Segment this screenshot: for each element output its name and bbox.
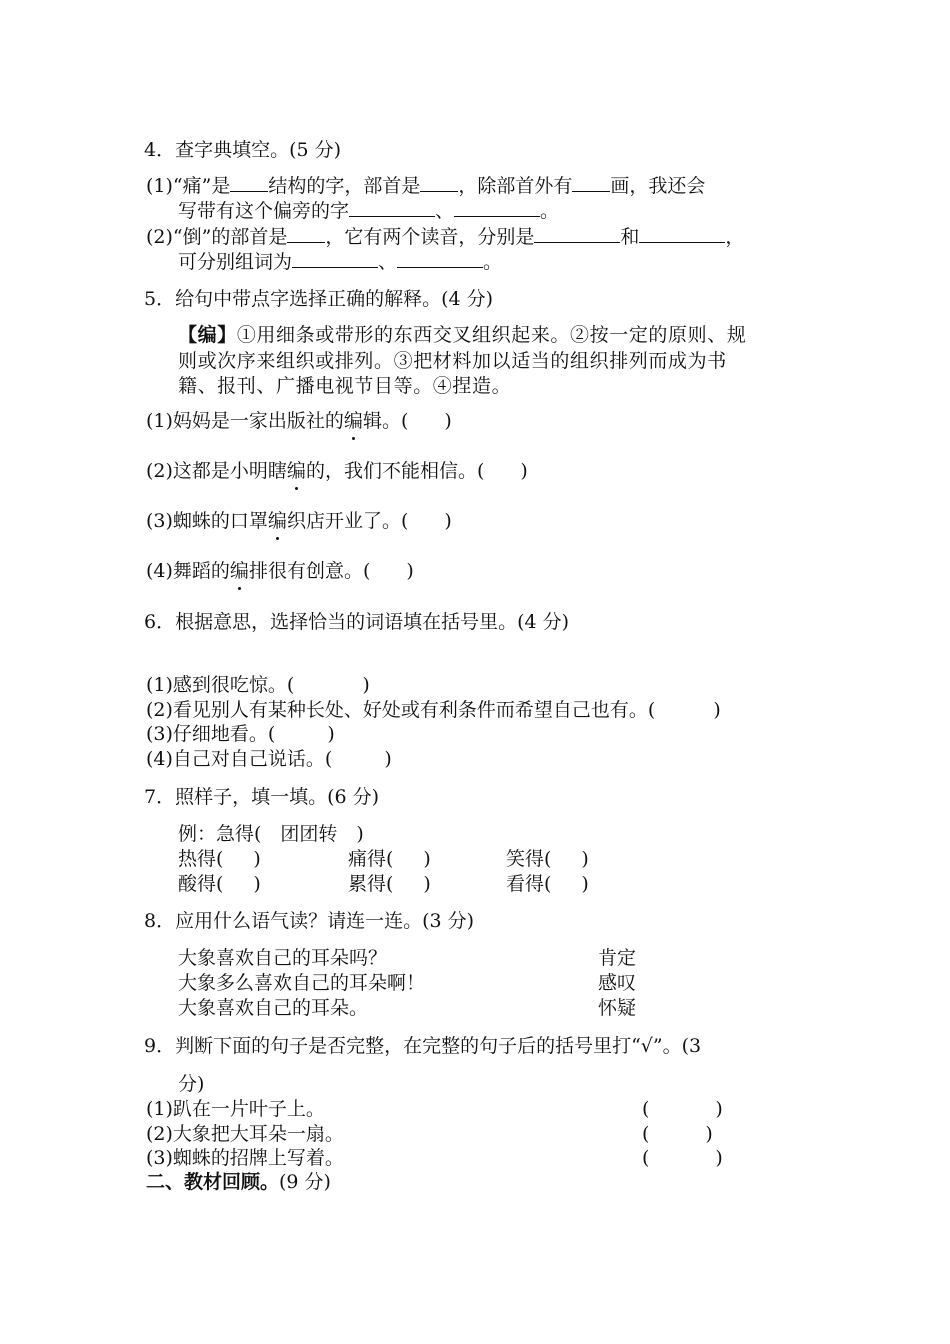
fill-label: 累得( [348,873,394,895]
q5-definition-line1 [178,323,746,347]
bracket-close: ) [406,560,414,582]
q9-item-1: (1)趴在一片叶子上。 [146,1098,325,1120]
bracket-close: ) [715,1098,723,1120]
q7-fill-3 [506,847,589,871]
fill-label: 热得( [178,848,224,870]
q7-example: 例：急得( 团团转 ) [178,823,364,845]
bracket-close: ) [715,1147,723,1169]
q4-text: ，它有两个读音，分别是 [325,226,535,248]
bracket-close: ) [444,410,452,432]
q4-line2 [178,199,559,223]
q8-tone-2[interactable]: 感叹 [598,972,637,994]
q7-fill-6 [506,872,589,896]
answer-blank[interactable] [397,250,483,268]
q4-text: (1)“痛”是 [146,175,231,197]
bracket-close: ) [253,873,261,895]
q4-text: (2)“倒”的部首是 [146,226,288,248]
item-text: (1)妈妈是一家出版社的 [146,410,344,432]
q4-text: 可分别组词为 [178,251,293,273]
bracket-close: ) [713,699,721,721]
bracket-close: ) [581,848,589,870]
answer-blank[interactable] [534,225,620,243]
item-text: 排很有创意。( [248,560,371,582]
q8-title: 8．应用什么语气读？请连一连。(3 分) [144,910,475,932]
q7-fill-1 [178,847,261,871]
q5-title: 5．给句中带点字选择正确的解释。(4 分) [144,288,494,310]
q8-tone-1[interactable]: 肯定 [598,947,637,969]
q7-title: 7．照样子，填一填。(6 分) [144,786,380,808]
bracket-close: ) [520,460,528,482]
bracket-open: ( [642,1147,650,1169]
bracket-open: ( [642,1098,650,1120]
q4-text: ，除部首外有 [458,175,573,197]
q9-bracket-2[interactable] [642,1122,713,1146]
q5-definition-line3: 籍、报刊、广播电视节目等。④捏造。 [178,375,512,397]
q9-title: 9．判断下面的句子是否完整，在完整的句子后的括号里打“√”。(3 [144,1035,702,1057]
q4-text: 画，我还会 [610,175,706,197]
q6-item-3 [146,722,335,746]
answer-blank[interactable] [287,225,325,243]
answer-blank[interactable] [349,199,435,217]
q7-fill-2 [348,847,431,871]
q4-text: 。 [483,251,503,273]
q4-text: 结构的字，部首是 [268,175,421,197]
bracket-open: ( [642,1123,650,1145]
q4-text: 。 [540,200,560,222]
q6-item-4 [146,747,392,771]
q8-sentence-3[interactable]: 大象喜欢自己的耳朵。 [178,997,369,1019]
q9-bracket-3[interactable] [642,1146,723,1170]
q8-sentence-1[interactable]: 大象喜欢自己的耳朵吗？ [178,947,388,969]
q4-line1 [146,174,705,198]
answer-blank[interactable] [230,174,268,192]
dotted-char: 编 [286,460,306,482]
q5-definition-line2: 则或次序来组织或排列。③把材料加以适当的组织排列而成为书 [178,350,727,372]
answer-blank[interactable] [420,174,458,192]
q6-item-1 [146,673,370,697]
item-text: (4)自己对自己说话。( [146,748,333,770]
bracket-close: ) [423,873,431,895]
section-score: (9 分) [279,1171,331,1193]
q8-sentence-2[interactable]: 大象多么喜欢自己的耳朵啊！ [178,972,426,994]
item-text: (2)这都是小明瞎 [146,460,287,482]
q9-item-3: (3)蜘蛛的招牌上写着。 [146,1147,344,1169]
item-text: 的，我们不能相信。( [305,460,485,482]
q5-item-1 [146,409,452,433]
definition-text: ①用细条或带形的东西交叉组织起来。②按一定的原则、规 [236,324,747,346]
q4-text: 和 [620,226,640,248]
q5-item-3 [146,509,452,533]
definition-head: 【编】 [178,324,237,346]
dotted-char: 编 [267,510,287,532]
fill-label: 痛得( [348,848,394,870]
bracket-close: ) [423,848,431,870]
answer-blank[interactable] [572,174,610,192]
q9-title-cont: 分) [178,1073,205,1095]
item-text: (4)舞蹈的 [146,560,230,582]
fill-label: 看得( [506,873,552,895]
q5-item-4 [146,559,414,583]
section2-heading [146,1170,331,1194]
q4-text: 、 [435,200,455,222]
q4-text: ， [725,226,745,248]
bracket-close: ) [327,723,335,745]
q4-text: 写带有这个偏旁的字 [178,200,350,222]
item-text: 织店开业了。( [286,510,409,532]
q5-item-2 [146,459,528,483]
answer-blank[interactable] [639,225,725,243]
section-title: 二、教材回顾。 [146,1171,280,1193]
q6-title: 6．根据意思，选择恰当的词语填在括号里。(4 分) [144,611,570,633]
bracket-close: ) [444,510,452,532]
bracket-close: ) [253,848,261,870]
item-text: (1)感到很吃惊。( [146,674,295,696]
q7-fill-5 [348,872,431,896]
answer-blank[interactable] [292,250,378,268]
dotted-char: 编 [343,410,363,432]
q4-line4 [178,250,502,274]
q9-bracket-1[interactable] [642,1097,723,1121]
bracket-close: ) [705,1123,713,1145]
bracket-close: ) [581,873,589,895]
item-text: (3)仔细地看。( [146,723,276,745]
q7-fill-4 [178,872,261,896]
fill-label: 酸得( [178,873,224,895]
q4-text: 、 [378,251,398,273]
fill-label: 笑得( [506,848,552,870]
bracket-close: ) [362,674,370,696]
item-text: 辑。( [362,410,409,432]
item-text: (3)蜘蛛的口罩 [146,510,268,532]
q4-line3 [146,225,744,249]
dotted-char: 编 [229,560,249,582]
q4-title: 4．查字典填空。(5 分) [144,139,342,161]
q6-item-2 [146,698,721,722]
answer-blank[interactable] [454,199,540,217]
item-text: (2)看见别人有某种长处、好处或有利条件而希望自己也有。( [146,699,656,721]
bracket-close: ) [384,748,392,770]
q8-tone-3[interactable]: 怀疑 [598,997,637,1019]
q9-item-2: (2)大象把大耳朵一扇。 [146,1123,344,1145]
